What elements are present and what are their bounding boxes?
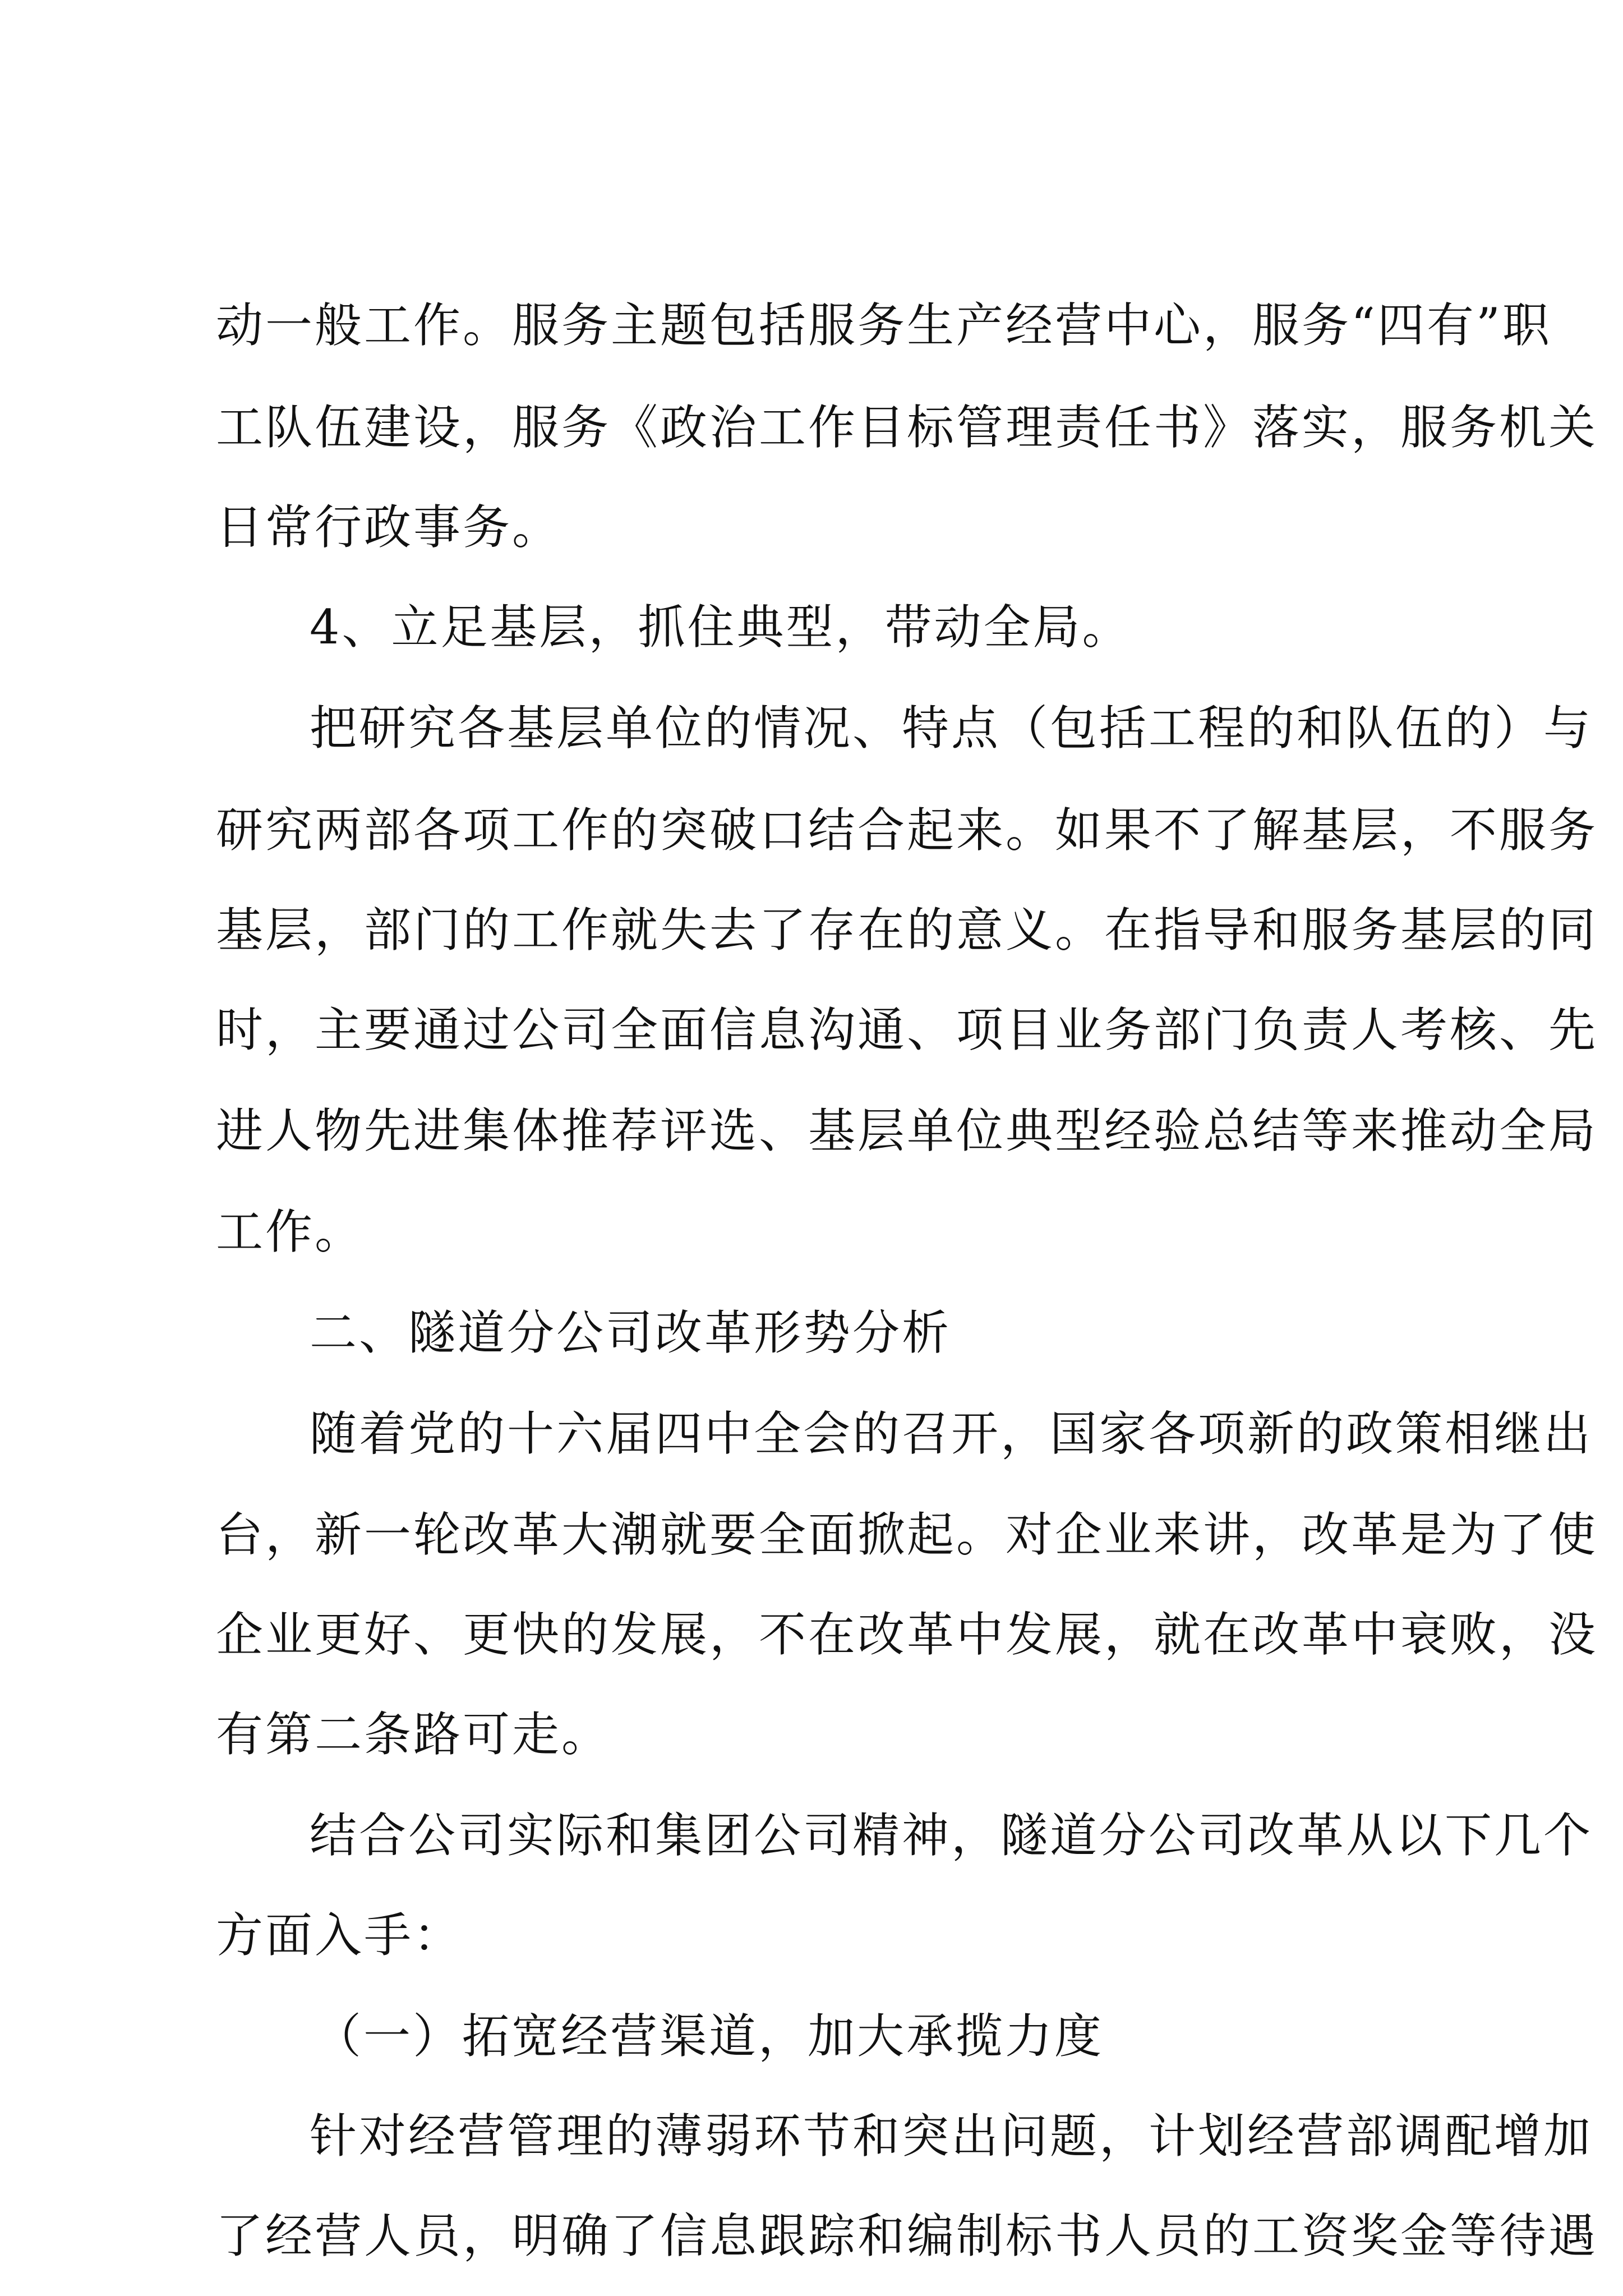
text-line: 了经营人员，明确了信息跟踪和编制标书人员的工资奖金等待遇: [216, 2208, 1598, 2263]
section-heading: 二、隧道分公司改革形势分析: [310, 1305, 952, 1360]
text-line: 有第二条路可走。: [216, 1707, 611, 1762]
text-line: 企业更好、更快的发展，不在改革中发展，就在改革中衰败，没: [216, 1607, 1598, 1662]
text-line: 随着党的十六届四中全会的召开，国家各项新的政策相继出: [310, 1406, 1593, 1461]
text-line: 基层，部门的工作就失去了存在的意义。在指导和服务基层的同: [216, 903, 1598, 958]
text-line: 研究两部各项工作的突破口结合起来。如果不了解基层，不服务: [216, 803, 1598, 858]
subsection-heading: （一）拓宽经营渠道，加大承揽力度: [314, 2009, 1104, 2064]
text-line: 动一般工作。服务主题包括服务生产经营中心，服务“四有”职: [216, 298, 1552, 353]
text-line: 台，新一轮改革大潮就要全面掀起。对企业来讲，改革是为了使: [216, 1507, 1598, 1562]
section-heading: 4、立足基层，抓住典型，带动全局。: [310, 600, 1132, 655]
text-line: 方面入手：: [216, 1908, 463, 1963]
text-line: 进人物先进集体推荐评选、基层单位典型经验总结等来推动全局: [216, 1103, 1598, 1158]
text-line: 日常行政事务。: [216, 500, 562, 555]
text-line: 把研究各基层单位的情况、特点（包括工程的和队伍的）与: [310, 701, 1593, 756]
text-line: 针对经营管理的薄弱环节和突出问题，计划经营部调配增加: [310, 2109, 1593, 2164]
text-line: 工队伍建设，服务《政治工作目标管理责任书》落实，服务机关: [216, 400, 1598, 455]
text-line: 结合公司实际和集团公司精神，隧道分公司改革从以下几个: [310, 1808, 1593, 1863]
text-line: 时，主要通过公司全面信息沟通、项目业务部门负责人考核、先: [216, 1002, 1598, 1057]
text-line: 工作。: [216, 1204, 365, 1259]
